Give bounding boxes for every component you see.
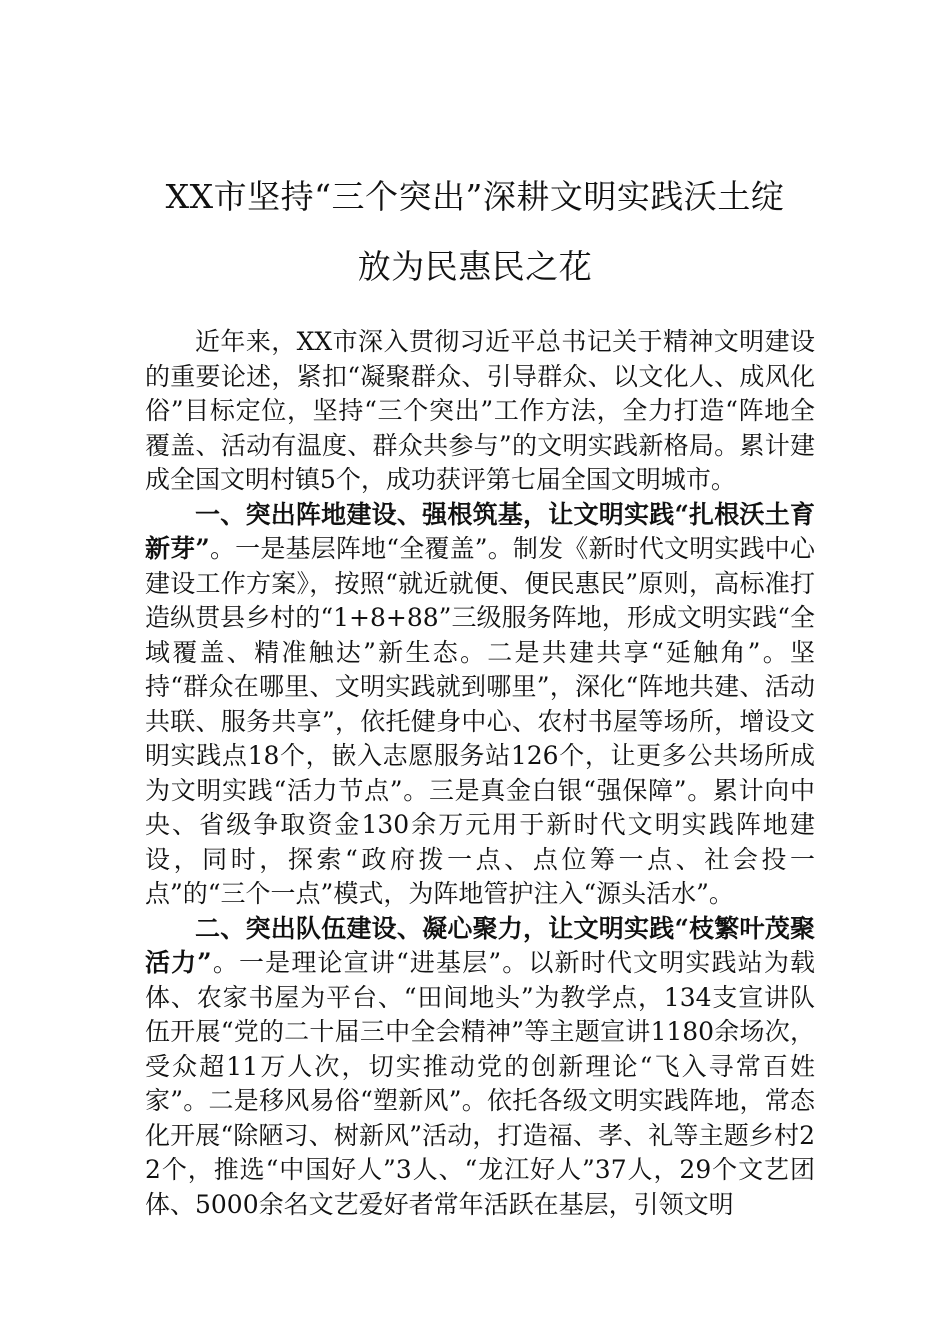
paragraph-intro	[145, 325, 815, 498]
section-heading: 二、突出队伍建设、凝心聚力，让文明实践“枝繁叶茂聚活力”	[145, 913, 815, 977]
title-line-2: 放为民惠民之花	[357, 247, 593, 286]
title-line-1: XX市坚持“三个突出”深耕文明实践沃土绽	[165, 177, 785, 216]
paragraph-text: 。一是理论宣讲“进基层”。以新时代文明实践站为载体、农家书屋为平台、“田间地头”为教学点，134支宣讲队伍开展“党的二十届三中全会精神”等主题宣讲1180余场次，受众超11万人次，切实推动党的创新理论“飞入寻常百姓家”。二是移风易俗“塑新风”。依托各级文明实践阵地，常态化开展“除陋习、树新风”活动，打造福、孝、礼等主题乡村22个，推选“中国好人”3人、“龙江好人”37人，29个文艺团体、5000余名文艺爱好者常年活跃在基层，引领文明	[145, 948, 815, 1219]
paragraph-text: 近年来，XX市深入贯彻习近平总书记关于精神文明建设的重要论述，紧扣“凝聚群众、引导群众、以文化人、成风化俗”目标定位，坚持“三个突出”工作方法，全力打造“阵地全覆盖、活动有温度、群众共参与”的文明实践新格局。累计建成全国文明村镇5个，成功获评第七届全国文明城市。	[145, 327, 815, 494]
section-heading: 一、突出阵地建设、强根筑基，让文明实践“扎根沃土育新芽”	[145, 499, 815, 563]
paragraph-section-1	[145, 498, 815, 912]
paragraph-section-2	[145, 912, 815, 1223]
document-title	[120, 162, 830, 302]
paragraph-text: 。一是基层阵地“全覆盖”。制发《新时代文明实践中心建设工作方案》，按照“就近就便、便民惠民”原则，高标准打造纵贯县乡村的“1+8+88”三级服务阵地，形成文明实践“全域覆盖、精准触达”新生态。二是共建共享“延触角”。坚持“群众在哪里、文明实践就到哪里”，深化“阵地共建、活动共联、服务共享”，依托健身中心、农村书屋等场所，增设文明实践点18个，嵌入志愿服务站126个，让更多公共场所成为文明实践“活力节点”。三是真金白银“强保障”。累计向中央、省级争取资金130余万元用于新时代文明实践阵地建设，同时，探索“政府拨一点、点位筹一点、社会投一点”的“三个一点”模式，为阵地管护注入“源头活水”。	[145, 534, 815, 908]
document-body	[145, 325, 815, 1222]
